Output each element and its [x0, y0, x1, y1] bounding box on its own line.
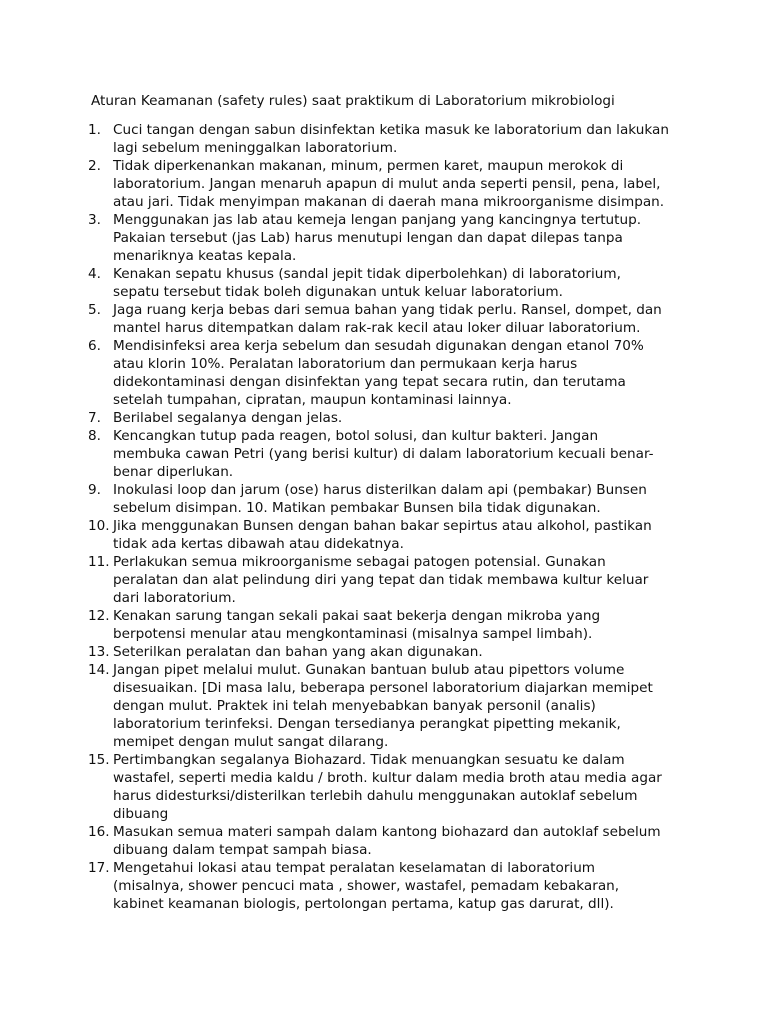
rule-text-line: mantel harus ditempatkan dalam rak-rak kecil atau loker diluar laboratorium. — [113, 320, 641, 336]
rule-number: 4. — [88, 266, 101, 282]
rule-text-line: Kenakan sepatu khusus (sandal jepit tidak diperbolehkan) di laboratorium, — [113, 266, 621, 282]
rule-item — [0, 643, 688, 661]
rule-text-line: Pakaian tersebut (jas Lab) harus menutupi lengan dan dapat dilepas tanpa — [113, 230, 623, 246]
document-title: Aturan Keamanan (safety rules) saat praktikum di Laboratorium mikrobiologi — [91, 93, 615, 109]
rule-text-line: Kencangkan tutup pada reagen, botol solusi, dan kultur bakteri. Jangan — [113, 428, 599, 444]
rule-text-line: Jika menggunakan Bunsen dengan bahan bakar sepirtus atau alkohol, pastikan — [113, 518, 652, 534]
rule-text-line: lagi sebelum meninggalkan laboratorium. — [113, 140, 398, 156]
rule-text-line: atau klorin 10%. Peralatan laboratorium dan permukaan kerja harus — [113, 356, 578, 372]
rule-text-line: Mendisinfeksi area kerja sebelum dan sesudah digunakan dengan etanol 70% — [113, 338, 644, 354]
rule-number: 2. — [88, 158, 101, 174]
rule-text-line: Menggunakan jas lab atau kemeja lengan panjang yang kancingnya tertutup. — [113, 212, 642, 228]
rule-item — [0, 823, 688, 859]
rule-text-line: tidak ada kertas dibawah atau didekatnya. — [113, 536, 404, 552]
rule-text-line: Pertimbangkan segalanya Biohazard. Tidak menuangkan sesuatu ke dalam — [113, 752, 625, 768]
rule-text-line: harus didesturksi/disterilkan terlebih dahulu menggunakan autoklaf sebelum — [113, 788, 638, 804]
rule-text-line: sepatu tersebut tidak boleh digunakan untuk keluar laboratorium. — [113, 284, 563, 300]
rule-item — [0, 265, 688, 301]
rule-text-line: kabinet keamanan biologis, pertolongan pertama, katup gas darurat, dll). — [113, 896, 614, 912]
rule-number: 5. — [88, 302, 101, 318]
rule-item — [0, 301, 688, 337]
rule-text-line: dengan mulut. Praktek ini telah menyebabkan banyak personil (analis) — [113, 698, 596, 714]
rule-text-line: benar diperlukan. — [113, 464, 234, 480]
rule-item — [0, 607, 688, 643]
rule-item — [0, 211, 688, 265]
rule-text-line: berpotensi menular atau mengkontaminasi (misalnya sampel limbah). — [113, 626, 593, 642]
rule-text-line: laboratorium terinfeksi. Dengan tersedianya perangkat pipetting mekanik, — [113, 716, 621, 732]
rule-number: 16. — [88, 824, 110, 840]
rule-number: 12. — [88, 608, 110, 624]
rule-text-line: sebelum disimpan. 10. Matikan pembakar Bunsen bila tidak digunakan. — [113, 500, 601, 516]
rule-number: 7. — [88, 410, 101, 426]
rule-text-line: menariknya keatas kepala. — [113, 248, 297, 264]
rule-item — [0, 859, 688, 913]
rule-text-line: dibuang dalam tempat sampah biasa. — [113, 842, 372, 858]
rule-item — [0, 427, 688, 481]
rule-number: 15. — [88, 752, 110, 768]
rule-number: 9. — [88, 482, 101, 498]
rule-item — [0, 751, 688, 823]
rule-text-line: Inokulasi loop dan jarum (ose) harus disterilkan dalam api (pembakar) Bunsen — [113, 482, 647, 498]
rule-text-line: Mengetahui lokasi atau tempat peralatan keselamatan di laboratorium — [113, 860, 596, 876]
rule-text-line: disesuaikan. [Di masa lalu, beberapa personel laboratorium diajarkan memipet — [113, 680, 653, 696]
rule-item — [0, 661, 688, 751]
rule-text-line: Cuci tangan dengan sabun disinfektan ketika masuk ke laboratorium dan lakukan — [113, 122, 669, 138]
rule-text-line: Perlakukan semua mikroorganisme sebagai patogen potensial. Gunakan — [113, 554, 606, 570]
rule-text-line: peralatan dan alat pelindung diri yang tepat dan tidak membawa kultur keluar — [113, 572, 649, 588]
rule-text-line: dibuang — [113, 806, 169, 822]
rule-item — [0, 157, 688, 211]
rule-number: 8. — [88, 428, 101, 444]
rule-number: 3. — [88, 212, 101, 228]
rule-text-line: (misalnya, shower pencuci mata , shower, wastafel, pemadam kebakaran, — [113, 878, 620, 894]
rule-item — [0, 409, 688, 427]
rule-text-line: Kenakan sarung tangan sekali pakai saat bekerja dengan mikroba yang — [113, 608, 601, 624]
rule-text-line: Tidak diperkenankan makanan, minum, permen karet, maupun merokok di — [113, 158, 624, 174]
rule-number: 11. — [88, 554, 110, 570]
rule-text-line: Seterilkan peralatan dan bahan yang akan digunakan. — [113, 644, 483, 660]
rule-text-line: atau jari. Tidak menyimpan makanan di daerah mana mikroorganisme disimpan. — [113, 194, 665, 210]
rule-text-line: didekontaminasi dengan disinfektan yang tepat secara rutin, dan terutama — [113, 374, 626, 390]
rule-number: 1. — [88, 122, 101, 138]
rule-text-line: Berilabel segalanya dengan jelas. — [113, 410, 343, 426]
rule-text-line: Jangan pipet melalui mulut. Gunakan bantuan bulub atau pipettors volume — [113, 662, 625, 678]
rule-text-line: setelah tumpahan, cipratan, maupun kontaminasi lainnya. — [113, 392, 512, 408]
rule-item — [0, 121, 688, 157]
rule-text-line: wastafel, seperti media kaldu / broth. kultur dalam media broth atau media agar — [113, 770, 662, 786]
rule-text-line: Masukan semua materi sampah dalam kantong biohazard dan autoklaf sebelum — [113, 824, 661, 840]
rule-text-line: Jaga ruang kerja bebas dari semua bahan yang tidak perlu. Ransel, dompet, dan — [113, 302, 662, 318]
rule-number: 10. — [88, 518, 110, 534]
rule-text-line: dari laboratorium. — [113, 590, 236, 606]
rule-number: 13. — [88, 644, 110, 660]
rule-number: 6. — [88, 338, 101, 354]
rule-number: 14. — [88, 662, 110, 678]
rule-text-line: laboratorium. Jangan menaruh apapun di mulut anda seperti pensil, pena, label, — [113, 176, 661, 192]
rule-item — [0, 481, 688, 517]
rule-number: 17. — [88, 860, 110, 876]
rule-item — [0, 337, 688, 409]
rule-text-line: memipet dengan mulut sangat dilarang. — [113, 734, 389, 750]
rule-item — [0, 553, 688, 607]
rule-item — [0, 517, 688, 553]
safety-rules-list — [0, 121, 768, 913]
rule-text-line: membuka cawan Petri (yang berisi kultur) di dalam laboratorium kecuali benar- — [113, 446, 654, 462]
